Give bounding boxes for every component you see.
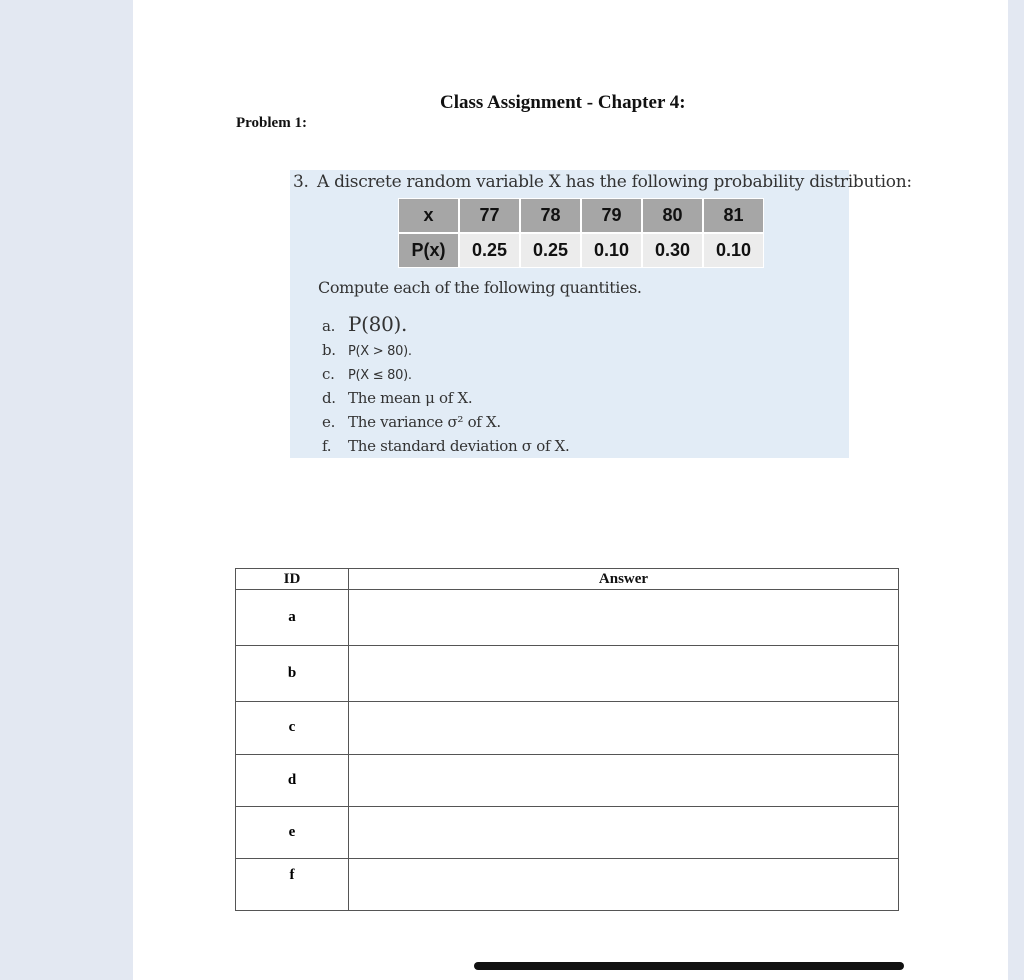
p-value: 0.10 xyxy=(703,233,764,268)
answer-table-header xyxy=(236,569,899,590)
problem-label: Problem 1: xyxy=(236,115,307,131)
answer-cell[interactable] xyxy=(349,702,899,754)
id-column-header: ID xyxy=(236,569,349,590)
question-prompt-text: A discrete random variable X has the following probability distribution: xyxy=(317,172,912,192)
instruction-text: Compute each of the following quantities. xyxy=(318,278,642,297)
x-value: 80 xyxy=(642,198,703,233)
p-value: 0.25 xyxy=(459,233,520,268)
row-id: e xyxy=(236,806,349,858)
question-item-c: c. P(X ≤ 80). xyxy=(322,365,412,383)
row-id: b xyxy=(236,646,349,702)
p-value: 0.30 xyxy=(642,233,703,268)
x-value: 77 xyxy=(459,198,520,233)
answer-cell[interactable] xyxy=(349,646,899,702)
table-row xyxy=(236,702,899,754)
table-row xyxy=(236,754,899,806)
row-id: d xyxy=(236,754,349,806)
question-items xyxy=(322,312,570,458)
table-row xyxy=(236,590,899,646)
p-value: 0.25 xyxy=(520,233,581,268)
answer-cell[interactable] xyxy=(349,754,899,806)
distribution-x-row xyxy=(398,198,764,233)
answer-cell[interactable] xyxy=(349,806,899,858)
x-header: x xyxy=(398,198,459,233)
row-id: c xyxy=(236,702,349,754)
question-prompt xyxy=(293,172,912,192)
question-item-a: a. P(80). xyxy=(322,312,408,336)
answer-column-header: Answer xyxy=(349,569,899,590)
answer-cell[interactable] xyxy=(349,858,899,910)
answer-cell[interactable] xyxy=(349,590,899,646)
table-row xyxy=(236,646,899,702)
home-indicator[interactable] xyxy=(474,962,904,970)
question-number: 3. xyxy=(293,172,309,192)
question-item-d: d. The mean μ of X. xyxy=(322,389,473,407)
table-row xyxy=(236,806,899,858)
x-value: 78 xyxy=(520,198,581,233)
answer-table xyxy=(235,568,899,911)
x-value: 81 xyxy=(703,198,764,233)
question-item-f: f. The standard deviation σ of X. xyxy=(322,437,570,455)
x-value: 79 xyxy=(581,198,642,233)
row-id: a xyxy=(236,590,349,646)
p-value: 0.10 xyxy=(581,233,642,268)
table-row xyxy=(236,858,899,910)
p-header: P(x) xyxy=(398,233,459,268)
question-item-b: b. P(X > 80). xyxy=(322,341,412,359)
distribution-p-row xyxy=(398,233,764,268)
row-id: f xyxy=(236,858,349,910)
distribution-table xyxy=(398,198,764,268)
document-title: Class Assignment - Chapter 4: xyxy=(440,92,686,113)
question-item-e: e. The variance σ² of X. xyxy=(322,413,501,431)
